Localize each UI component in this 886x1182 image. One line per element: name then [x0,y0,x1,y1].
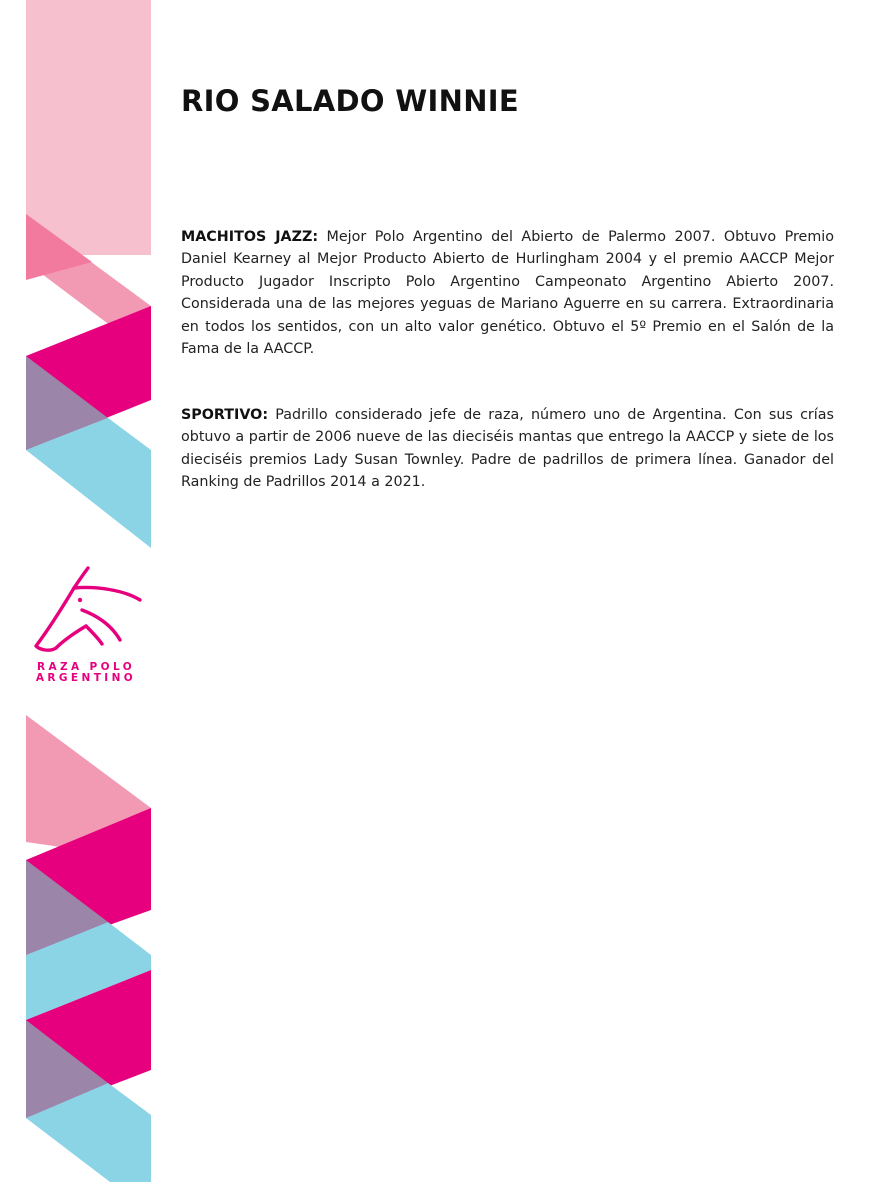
brand-line-1: RAZA POLO [36,661,136,673]
brand-wordmark [24,662,148,684]
entry-label: MACHITOS JAZZ: [181,229,319,245]
page-title: RIO SALADO WINNIE [181,84,519,118]
entry-text: Mejor Polo Argentino del Abierto de Palermo 2007. Obtuvo Premio Daniel Kearney al Mejor Producto Abierto de Hurlingham 2004 y el premio AACCP Mejor Producto Jugador Inscripto Polo Argentino Campeonato Argentino Abierto 2007. Considerada una de las mejores yeguas de Mariano Aguerre en su carrera. Extraordinaria en todos los sentidos, con un alto valor genético. Obtuvo el 5º Premio en el Salón de la Fama de la AACCP. [181,229,834,358]
entry-paragraph [181,226,834,360]
entry-text: Padrillo considerado jefe de raza, número uno de Argentina. Con sus crías obtuvo a partir de 2006 nueve de las dieciséis mantas que entrego la AACCP y siete de los dieciséis premios Lady Susan Townley. Padre de padrillos de primera línea. Ganador del Ranking de Padrillos 2014 a 2021. [181,407,834,491]
band-light-pink [26,0,151,255]
entry-paragraph [181,404,834,494]
brand-line-2: ARGENTINO [35,672,137,684]
entry-label: SPORTIVO: [181,407,269,423]
